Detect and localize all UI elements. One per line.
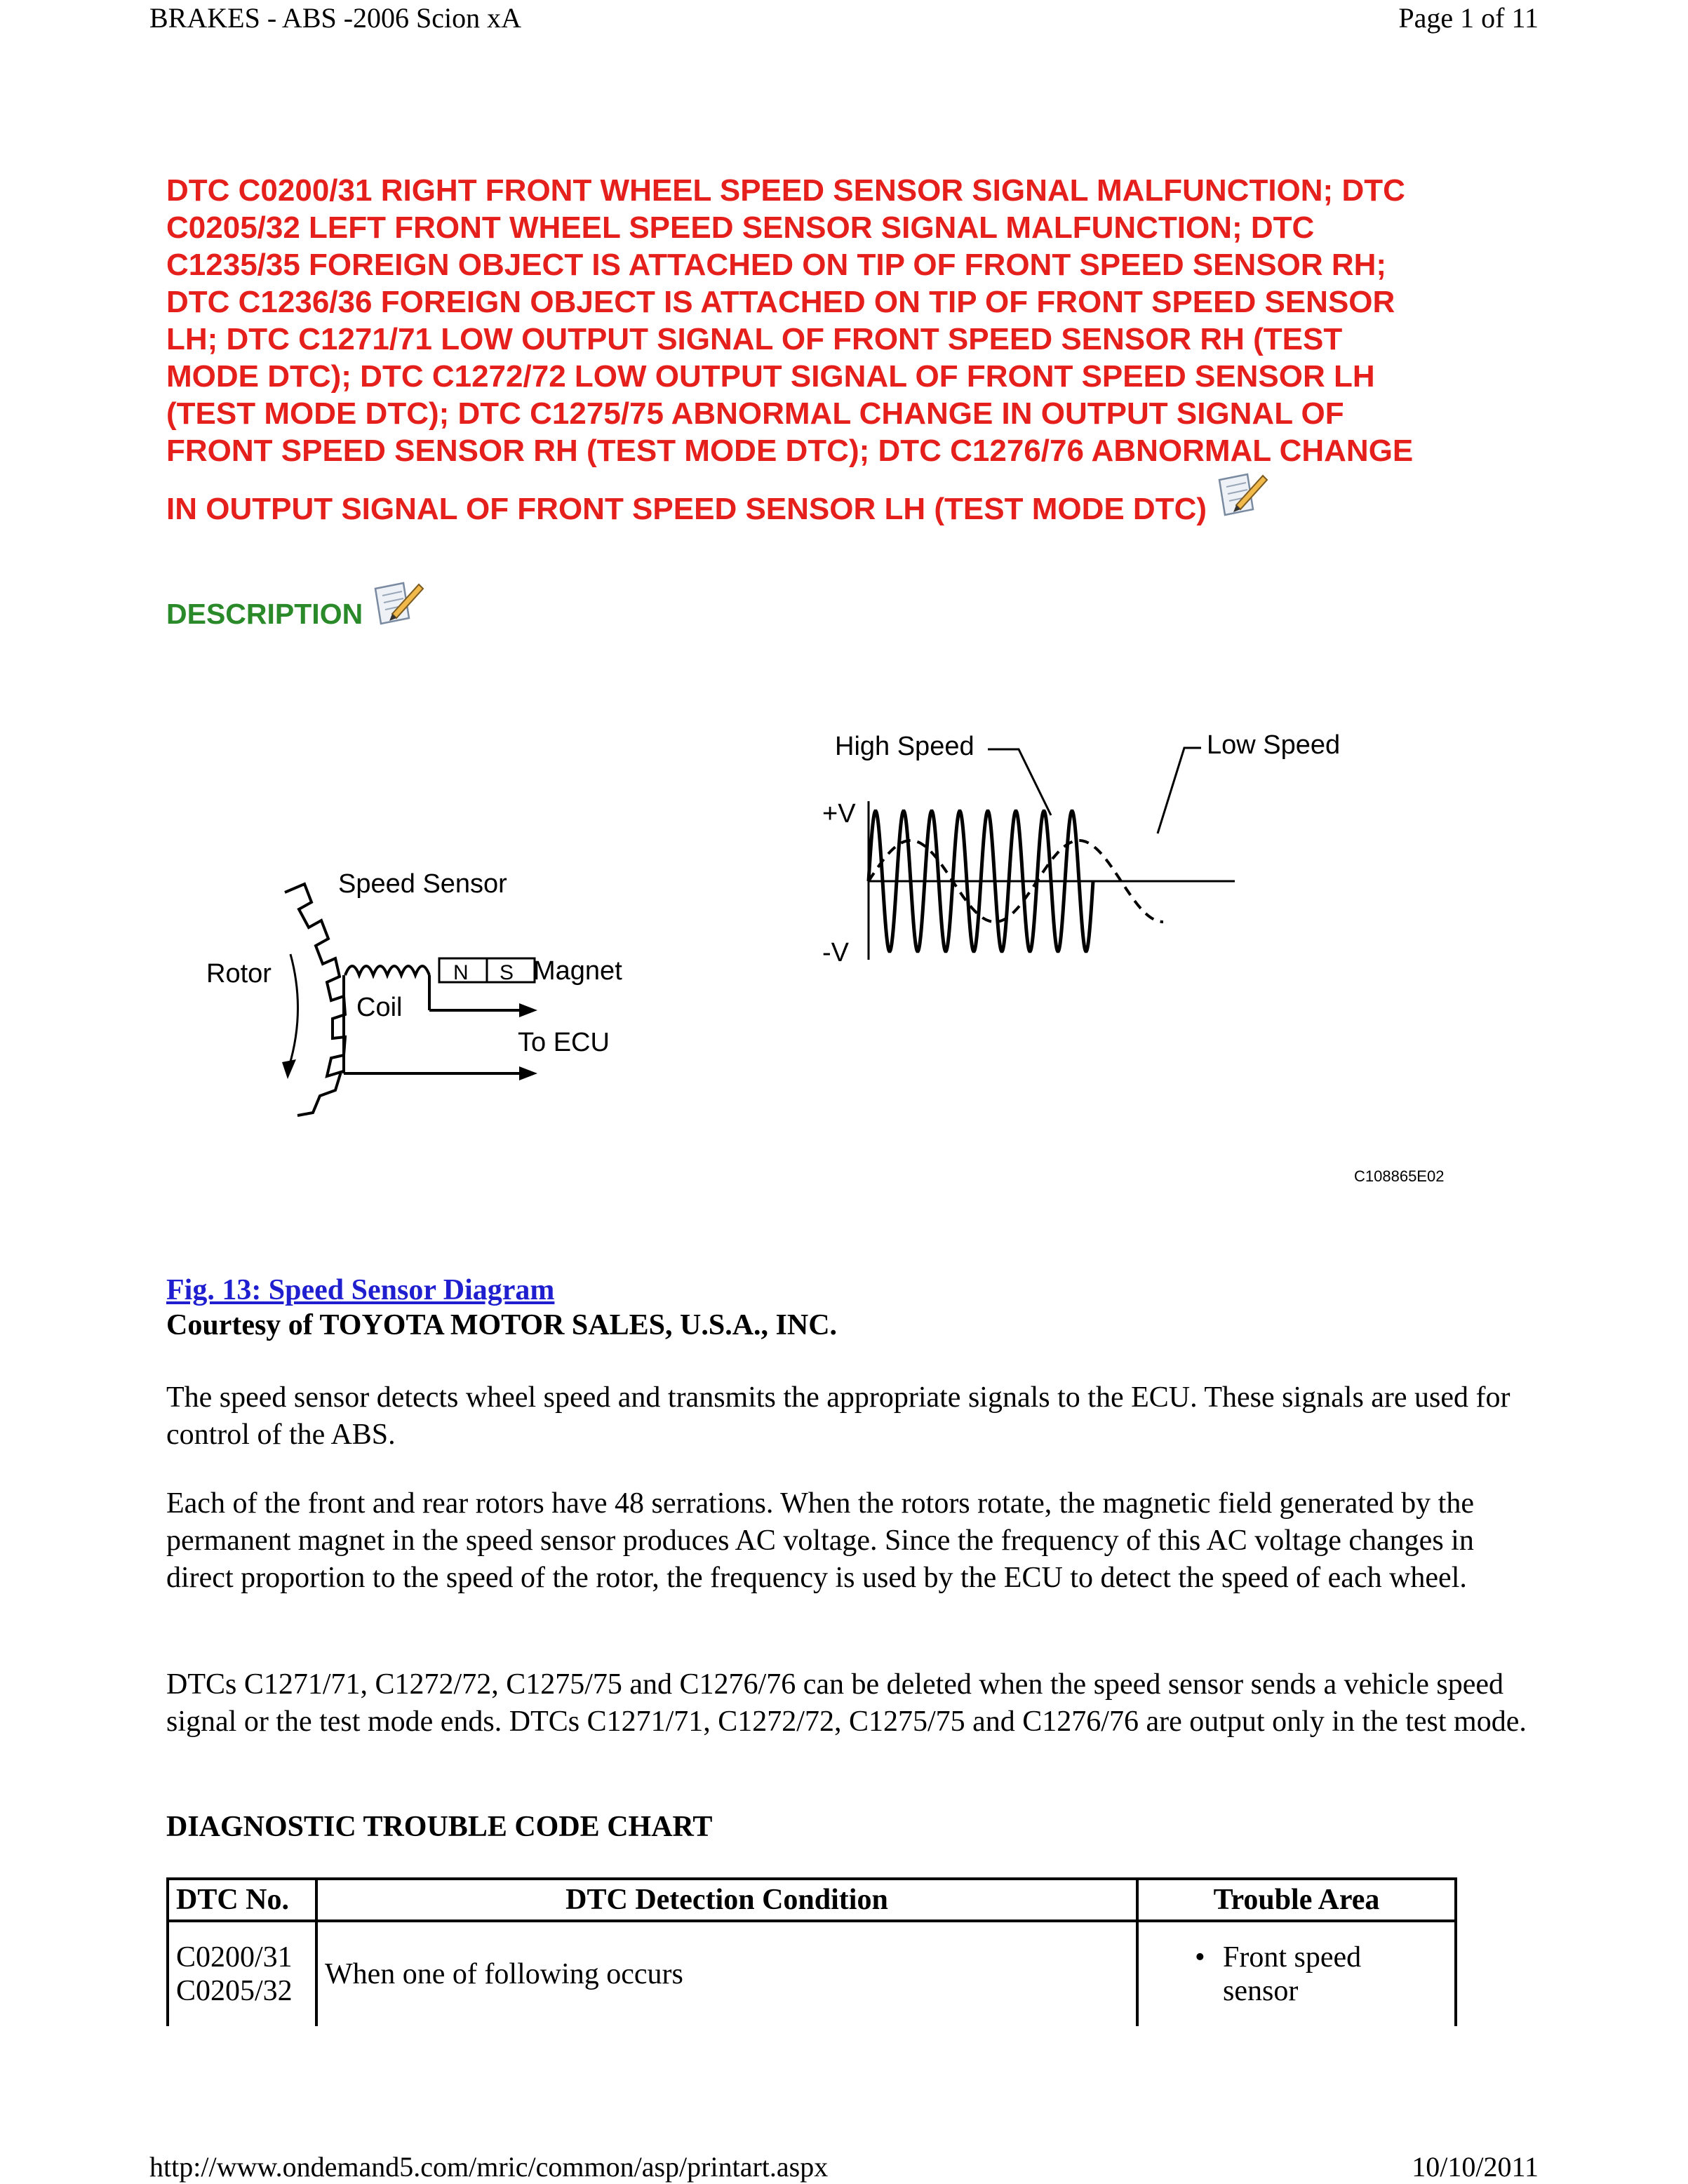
column-header-condition: DTC Detection Condition <box>316 1879 1137 1921</box>
magnet-n-label: N <box>453 961 469 984</box>
speed-sensor-diagram <box>196 723 1473 1200</box>
description-label: DESCRIPTION <box>166 598 363 630</box>
note-pencil-icon[interactable] <box>371 579 424 635</box>
dtc-code: C0205/32 <box>176 1975 293 2007</box>
minus-v-label: -V <box>822 938 849 967</box>
figure-link[interactable]: Fig. 13: Speed Sensor Diagram <box>166 1274 555 1306</box>
magnet-label: Magnet <box>533 956 622 986</box>
to-ecu-label: To ECU <box>518 1028 610 1057</box>
dtc-cell <box>168 1921 316 2026</box>
condition-cell: When one of following occurs <box>316 1921 1137 2026</box>
high-speed-label: High Speed <box>835 732 974 761</box>
rotor-arrow-head <box>282 1059 296 1079</box>
dtc-title <box>166 172 1541 528</box>
to-ecu-arrow-bottom <box>519 1066 537 1080</box>
bullet: • <box>1195 1941 1205 1974</box>
description-heading <box>166 579 424 635</box>
trouble-area-line: sensor <box>1223 1975 1299 2007</box>
footer-url[interactable]: http://www.ondemand5.com/mric/common/asp/printart.aspx <box>149 2151 829 2183</box>
note-pencil-icon[interactable] <box>1215 470 1268 528</box>
figure-code: C108865E02 <box>1354 1167 1445 1185</box>
plus-v-label: +V <box>822 799 856 829</box>
table-header-row <box>168 1879 1456 1921</box>
paragraph: The speed sensor detects wheel speed and transmits the appropriate signals to the ECU. These signals are used for control of the ABS. <box>166 1381 1511 1451</box>
header-doc-title: BRAKES - ABS -2006 Scion xA <box>149 2 522 34</box>
rotor-label: Rotor <box>206 959 272 989</box>
footer-date: 10/10/2011 <box>1412 2151 1539 2183</box>
coil-label: Coil <box>356 993 403 1022</box>
title-line: C1235/35 FOREIGN OBJECT IS ATTACHED ON TIP OF FRONT SPEED SENSOR RH; <box>166 248 1387 282</box>
paragraph: DTCs C1271/71, C1272/72, C1275/75 and C1276/76 can be deleted when the speed sensor sends a vehicle speed signal or the test mode ends. DTCs C1271/71, C1272/72, C1275/75 and C1276/76 are output only in the test mode. <box>166 1668 1527 1738</box>
figure-courtesy: Courtesy of TOYOTA MOTOR SALES, U.S.A., INC. <box>166 1309 838 1341</box>
to-ecu-arrow-top <box>519 1003 537 1017</box>
title-line: (TEST MODE DTC); DTC C1275/75 ABNORMAL CHANGE IN OUTPUT SIGNAL OF <box>166 396 1344 431</box>
speed-sensor-label: Speed Sensor <box>338 869 507 899</box>
paragraph: Each of the front and rear rotors have 48 serrations. When the rotors rotate, the magnetic field generated by the permanent magnet in the speed sensor produces AC voltage. Since the frequency of this AC voltage changes in direct proportion to the speed of the rotor, the frequency is used by the ECU to detect the speed of each wheel. <box>166 1487 1474 1594</box>
title-line: DTC C0200/31 RIGHT FRONT WHEEL SPEED SENSOR SIGNAL MALFUNCTION; DTC <box>166 173 1405 208</box>
trouble-area-cell <box>1137 1921 1456 2026</box>
table-row <box>168 1921 1456 2026</box>
trouble-area-line: Front speed <box>1223 1941 1362 1974</box>
column-header-trouble-area: Trouble Area <box>1137 1879 1456 1921</box>
magnet-s-label: S <box>500 961 514 984</box>
trouble-area-text <box>1223 1941 1361 2008</box>
title-line: MODE DTC); DTC C1272/72 LOW OUTPUT SIGNAL OF FRONT SPEED SENSOR LH <box>166 359 1375 394</box>
title-line: IN OUTPUT SIGNAL OF FRONT SPEED SENSOR LH (TEST MODE DTC) <box>166 492 1207 526</box>
title-line: C0205/32 LEFT FRONT WHEEL SPEED SENSOR SIGNAL MALFUNCTION; DTC <box>166 210 1315 245</box>
dtc-code: C0200/31 <box>176 1941 293 1974</box>
dtc-chart-heading: DIAGNOSTIC TROUBLE CODE CHART <box>166 1811 713 1843</box>
column-header-dtc-no: DTC No. <box>168 1879 316 1921</box>
header-page-number: Page 1 of 11 <box>1398 2 1539 34</box>
low-speed-label: Low Speed <box>1207 730 1341 760</box>
dtc-table <box>166 1877 1457 2026</box>
title-line: LH; DTC C1271/71 LOW OUTPUT SIGNAL OF FRONT SPEED SENSOR RH (TEST <box>166 322 1343 356</box>
title-line: FRONT SPEED SENSOR RH (TEST MODE DTC); DTC C1276/76 ABNORMAL CHANGE <box>166 434 1414 468</box>
rotor-teeth <box>285 884 345 1116</box>
list-item <box>1195 1941 1447 2008</box>
low-speed-leader <box>1158 748 1201 833</box>
title-line: DTC C1236/36 FOREIGN OBJECT IS ATTACHED ON TIP OF FRONT SPEED SENSOR <box>166 285 1395 319</box>
high-speed-leader <box>988 749 1051 815</box>
rotor-rotation-arrow <box>289 954 298 1066</box>
coil-winding <box>345 966 429 975</box>
